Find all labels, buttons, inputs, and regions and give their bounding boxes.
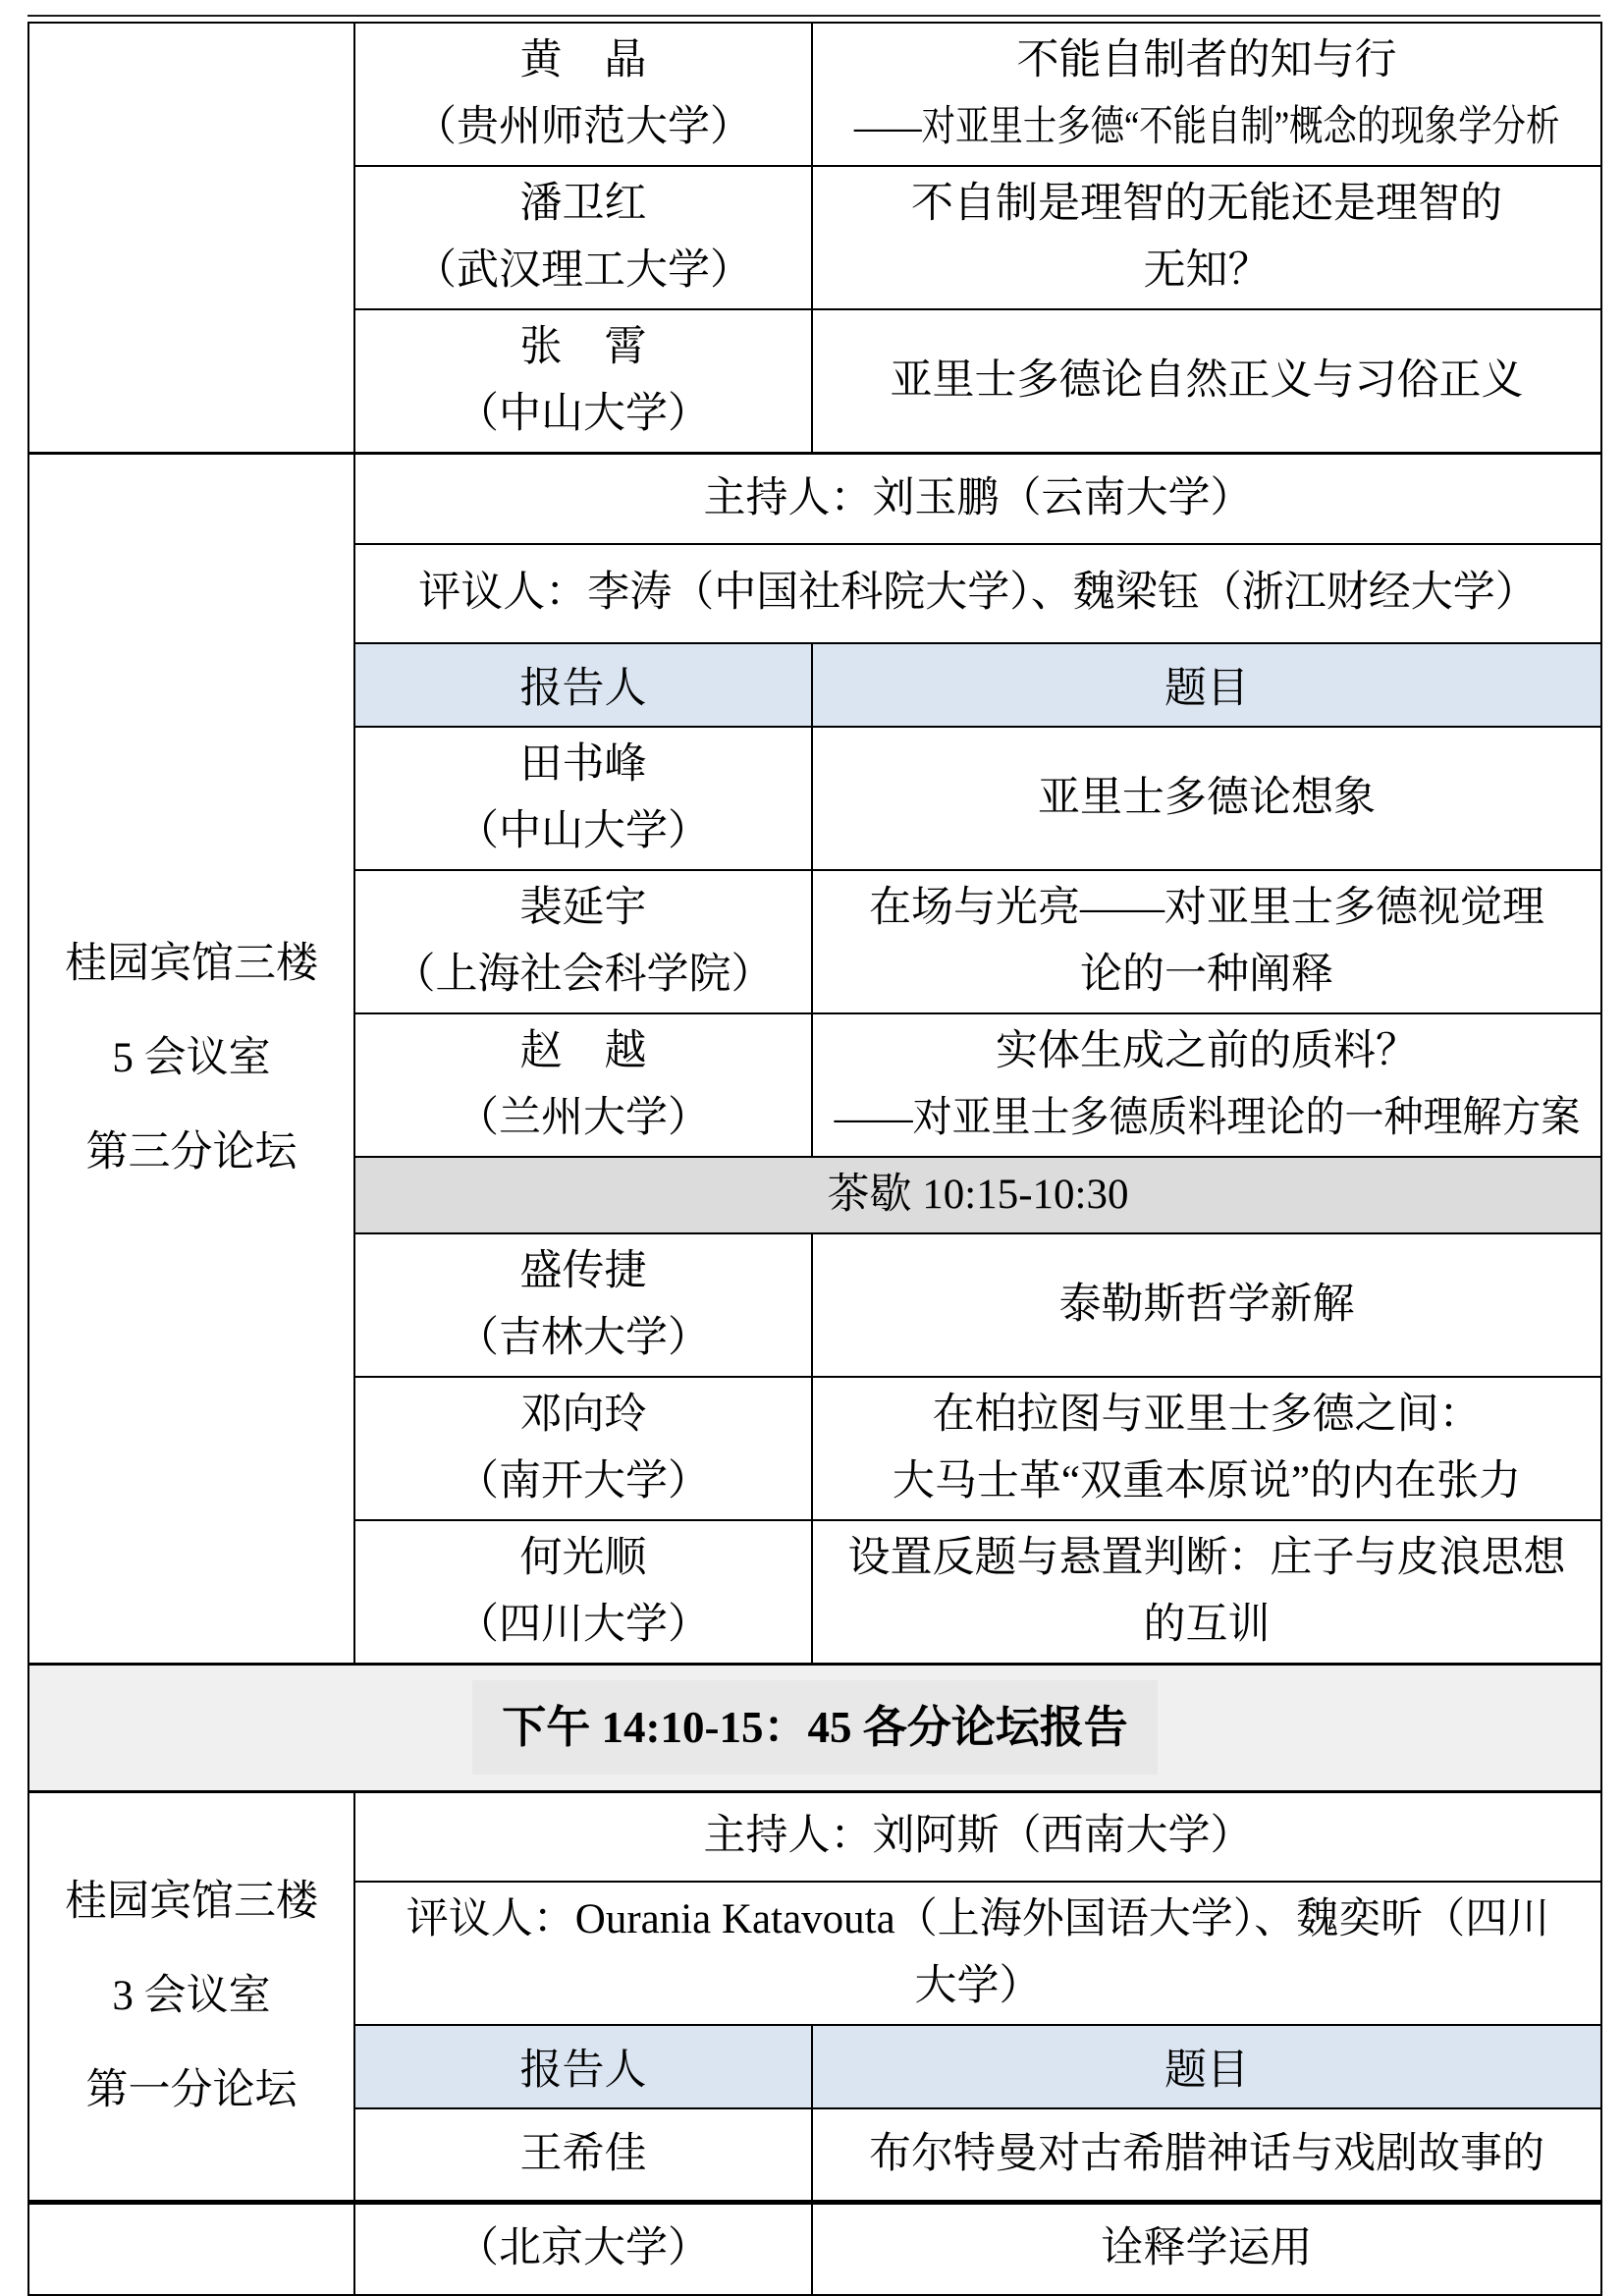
paper-title-line: 的互训: [1143, 1601, 1271, 1648]
speaker-affiliation: （四川大学）: [457, 1601, 710, 1648]
speaker-name: 黄 晶: [519, 37, 647, 83]
host-text: 主持人：刘阿斯（西南大学）: [703, 1813, 1253, 1860]
speaker-name: 何光顺: [519, 1534, 647, 1581]
paper-title-line: 布尔特曼对古希腊神话与戏剧故事的: [869, 2130, 1544, 2177]
paper-title-line: 大马士革“双重本原说”的内在张力: [892, 1457, 1522, 1504]
paper-title-line: 诠释学运用: [1101, 2225, 1313, 2272]
tea-break-text: 茶歇 10:15-10:30: [827, 1171, 1129, 1218]
speaker-cell: [354, 23, 812, 166]
host-cell: [354, 1791, 1601, 1882]
paper-title-line: 泰勒斯哲学新解: [1058, 1281, 1355, 1328]
speaker-name: 盛传捷: [519, 1247, 647, 1294]
speaker-cell: [354, 1520, 812, 1665]
column-header-speaker: 报告人: [354, 2025, 812, 2108]
paper-title-line: 在柏拉图与亚里士多德之间：: [932, 1391, 1482, 1438]
schedule-content: [27, 15, 1600, 2296]
paper-title-cell: [812, 1233, 1601, 1377]
table-row: [28, 1791, 1601, 1882]
table-row: [28, 23, 1601, 166]
speaker-name: 张 霄: [519, 324, 647, 370]
tea-break-cell: [354, 1157, 1601, 1233]
speaker-cell: [354, 1013, 812, 1157]
speaker-name: 王希佳: [519, 2130, 647, 2177]
venue-line: 5 会议室: [112, 1034, 271, 1081]
speaker-affiliation: （武汉理工大学）: [414, 247, 752, 294]
speaker-affiliation: （吉林大学）: [457, 1314, 710, 1361]
venue-line: 3 会议室: [112, 1972, 271, 2019]
afternoon-banner-row: [28, 1664, 1601, 1791]
afternoon-banner-text: 下午 14:10-15：45 各分论坛报告: [472, 1680, 1157, 1775]
speaker-affiliation: （中山大学）: [457, 391, 710, 437]
venue-forum3-cell: [28, 454, 354, 1665]
paper-title-cell: [812, 727, 1601, 870]
column-header-title: 题目: [812, 643, 1601, 727]
reviewers-text: 大学）: [914, 1963, 1042, 2009]
paper-title-cell: [812, 2202, 1601, 2295]
paper-title-cell: [812, 870, 1601, 1013]
paper-title-cell: [812, 1520, 1601, 1665]
paper-title-cell: [812, 166, 1601, 309]
column-header-title: 题目: [812, 2025, 1601, 2108]
speaker-cell: [354, 1377, 812, 1520]
reviewers-cell: [354, 544, 1601, 643]
speaker-affiliation: （上海社会科学院）: [393, 951, 774, 998]
speaker-name: 裴延宇: [519, 884, 647, 931]
speaker-affiliation: （中山大学）: [457, 807, 710, 854]
paper-title-line: 不自制是理智的无能还是理智的: [911, 181, 1502, 227]
paper-title-line: 亚里士多德论想象: [1038, 774, 1376, 821]
host-cell: [354, 454, 1601, 544]
paper-title-cell: [812, 1377, 1601, 1520]
reviewers-text: 评议人：李涛（中国社科院大学）、魏梁钰（浙江财经大学）: [418, 570, 1538, 616]
paper-title-line-condensed: ——对亚里士多德质料理论的一种理解方案: [834, 1094, 1580, 1141]
afternoon-banner-cell: [28, 1664, 1601, 1791]
paper-title-line: 不能自制者的知与行: [1016, 37, 1397, 83]
speaker-affiliation: （南开大学）: [457, 1457, 710, 1504]
venue-cell-empty: [28, 23, 354, 454]
paper-title-line: 设置反题与悬置判断：庄子与皮浪思想: [847, 1534, 1566, 1581]
venue-forum1-cell: [28, 1791, 354, 2202]
paper-title-cell: [812, 1013, 1601, 1157]
table-row: [28, 454, 1601, 544]
speaker-cell: [354, 166, 812, 309]
paper-title-line: 论的一种阐释: [1080, 951, 1333, 998]
schedule-table: [27, 22, 1602, 2296]
column-header-speaker: 报告人: [354, 643, 812, 727]
speaker-cell: [354, 870, 812, 1013]
venue-cell-empty: [28, 2202, 354, 2295]
speaker-cell: [354, 309, 812, 454]
venue-line: 桂园宾馆三楼: [65, 940, 318, 987]
speaker-affiliation: （兰州大学）: [457, 1094, 710, 1141]
host-text: 主持人：刘玉鹏（云南大学）: [703, 474, 1253, 521]
venue-line: 第三分论坛: [85, 1128, 298, 1175]
speaker-affiliation: （贵州师范大学）: [414, 104, 752, 150]
speaker-name: 潘卫红: [519, 181, 647, 227]
table-row: [28, 2202, 1601, 2295]
reviewers-cell: [354, 1882, 1601, 2025]
paper-title-line: 在场与光亮——对亚里士多德视觉理: [869, 884, 1544, 931]
paper-title-line: 实体生成之前的质料？: [996, 1027, 1418, 1074]
paper-title-cell: [812, 23, 1601, 166]
paper-title-line: 无知？: [1143, 247, 1271, 294]
speaker-cell: [354, 2108, 812, 2202]
speaker-cell: [354, 1233, 812, 1377]
paper-title-cell: [812, 309, 1601, 454]
speaker-cell: [354, 2202, 812, 2295]
speaker-cell: [354, 727, 812, 870]
paper-title-cell: [812, 2108, 1601, 2202]
venue-line: 第一分论坛: [85, 2066, 298, 2113]
page-top-rule: [27, 15, 1600, 17]
speaker-name: 邓向玲: [519, 1391, 647, 1438]
speaker-name: 赵 越: [519, 1027, 647, 1074]
speaker-name: 田书峰: [519, 740, 647, 788]
reviewers-text: 评议人：Ourania Katavouta（上海外国语大学）、魏奕昕（四川: [406, 1896, 1550, 1942]
venue-line: 桂园宾馆三楼: [65, 1878, 318, 1925]
paper-title-line: 亚里士多德论自然正义与习俗正义: [890, 357, 1524, 404]
speaker-affiliation: （北京大学）: [457, 2225, 710, 2272]
paper-title-line-condensed: ——对亚里士多德“不能自制”概念的现象学分析: [853, 104, 1560, 150]
